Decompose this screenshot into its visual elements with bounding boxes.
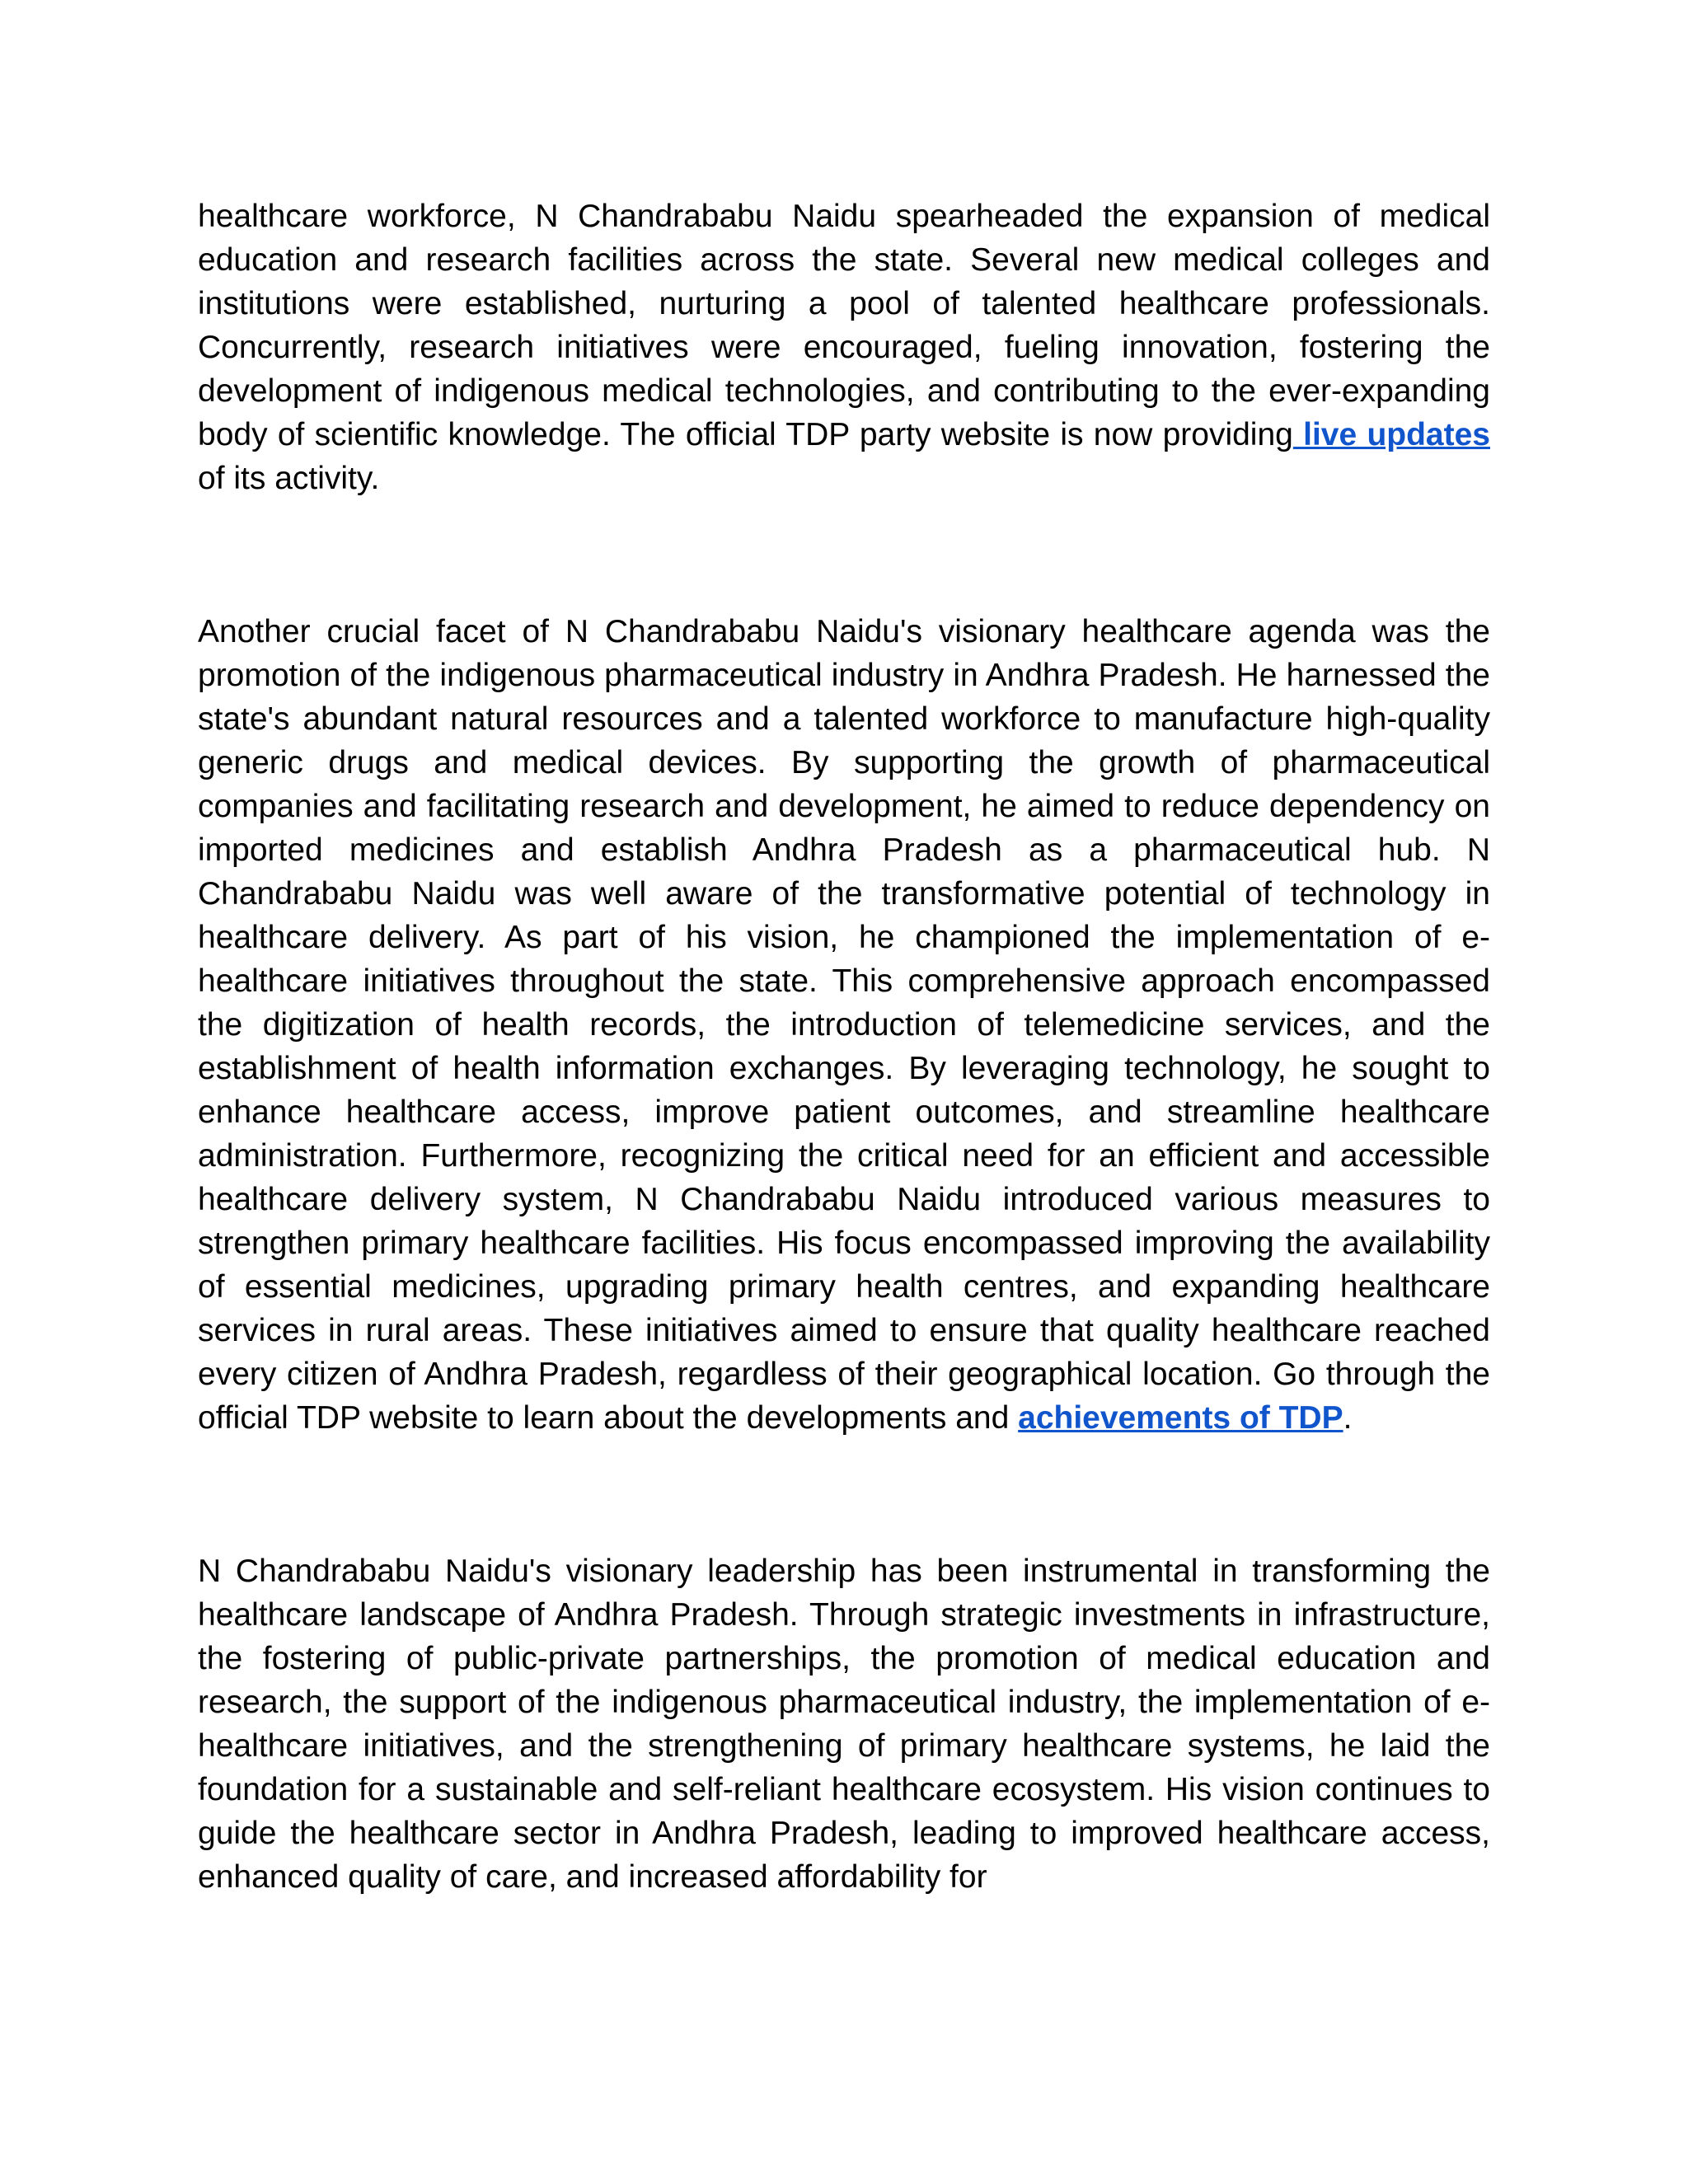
paragraph-visionary-leadership — [198, 1549, 1490, 1899]
paragraph-3-text: N Chandrababu Naidu's visionary leadership has been instrumental in transforming the healthcare landscape of Andhra Pradesh. Through strategic investments in infrastructure, the fostering of public-private partnerships, the promotion of medical education and research, the support of the indigenous pharmaceutical industry, the implementation of e-healthcare initiatives, and the strengthening of primary healthcare systems, he laid the foundation for a sustainable and self-reliant healthcare ecosystem. His vision continues to guide the healthcare sector in Andhra Pradesh, leading to improved healthcare access, enhanced quality of care, and increased affordability for — [198, 1554, 1490, 1895]
achievements-of-tdp-link[interactable]: achievements of TDP — [1018, 1400, 1343, 1436]
paragraph-1-text: healthcare workforce, N Chandrababu Naidu spearheaded the expansion of medical education and research facilities across the state. Several new medical colleges and institutions were established, nurturing a pool of talented healthcare professionals. Concurrently, research initiatives were encouraged, fueling innovation, fostering the development of indigenous medical technologies, and contributing to the ever-expanding body of scientific knowledge. The official TDP party website is now providing — [198, 199, 1490, 452]
live-updates-link[interactable]: live updates — [1292, 417, 1490, 452]
paragraph-2-text-end: . — [1343, 1400, 1353, 1436]
paragraph-pharmaceutical-industry — [198, 610, 1490, 1440]
paragraph-2-text: Another crucial facet of N Chandrababu Naidu's visionary healthcare agenda was the promotion of the indigenous pharmaceutical industry in Andhra Pradesh. He harnessed the state's abundant natural resources and a talented workforce to manufacture high-quality generic drugs and medical devices. By supporting the growth of pharmaceutical companies and facilitating research and development, he aimed to reduce dependency on imported medicines and establish Andhra Pradesh as a pharmaceutical hub. N Chandrababu Naidu was well aware of the transformative potential of technology in healthcare delivery. As part of his vision, he championed the implementation of e-healthcare initiatives throughout the state. This comprehensive approach encompassed the digitization of health records, the introduction of telemedicine services, and the establishment of health information exchanges. By leveraging technology, he sought to enhance healthcare access, improve patient outcomes, and streamline healthcare administration. Furthermore, recognizing the critical need for an efficient and accessible healthcare delivery system, N Chandrababu Naidu introduced various measures to strengthen primary healthcare facilities. His focus encompassed improving the availability of essential medicines, upgrading primary health centres, and expanding healthcare services in rural areas. These initiatives aimed to ensure that quality healthcare reached every citizen of Andhra Pradesh, regardless of their geographical location. Go through the official TDP website to learn about the developments and — [198, 614, 1490, 1436]
paragraph-1-text-end: of its activity. — [198, 461, 380, 496]
paragraph-medical-education — [198, 194, 1490, 500]
document-page — [198, 194, 1490, 1899]
